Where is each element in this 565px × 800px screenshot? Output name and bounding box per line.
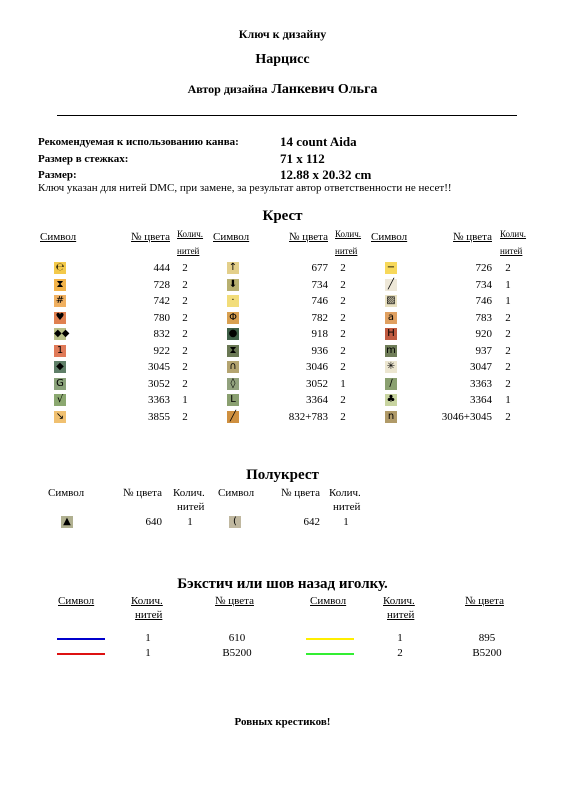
color-number: 3052 <box>306 377 328 390</box>
thread-note: Ключ указан для нитей DMC, при замене, за результат автор ответственности не несет!! <box>38 182 452 194</box>
thread-count: 2 <box>340 278 346 291</box>
color-number: 726 <box>475 262 492 274</box>
symbol-swatch: 1 <box>54 345 66 357</box>
half-header-symbol: Символ <box>48 487 85 499</box>
backstitch-header-count: Колич. <box>131 595 163 607</box>
color-number: 920 <box>475 328 492 340</box>
symbol-swatch: ╱ <box>385 279 397 291</box>
footer-text: Ровных крестиков! <box>234 716 331 728</box>
cross-header-count-2: нитей <box>335 246 358 256</box>
symbol-swatch: √ <box>54 394 66 406</box>
half-header-symbol: Символ <box>218 487 255 499</box>
key-title: Ключ к дизайну <box>238 27 327 41</box>
symbol-swatch: ▲ <box>61 516 73 528</box>
author-line <box>0 80 565 98</box>
symbol-swatch: L <box>227 394 239 406</box>
symbol-swatch: ⧗ <box>54 279 66 291</box>
thread-count: 2 <box>340 410 346 423</box>
thread-count: 1 <box>505 295 511 307</box>
cross-header-count: Колич. <box>177 229 204 239</box>
half-header-count: Колич. <box>173 487 205 499</box>
color-number: 3045 <box>148 361 170 373</box>
backstitch-title: Бэкстич или шов назад иголку. <box>177 576 388 592</box>
color-number: 746 <box>311 295 328 307</box>
thread-count: 2 <box>182 361 188 373</box>
thread-count: 2 <box>340 344 346 357</box>
thread-count: 2 <box>505 361 511 373</box>
color-number: 734 <box>475 278 492 291</box>
thread-count: 2 <box>182 377 188 390</box>
symbol-swatch: m <box>386 344 396 356</box>
symbol-swatch: G <box>54 378 66 390</box>
color-number: 783 <box>475 311 492 324</box>
backstitch-header-color: № цвета <box>465 595 504 607</box>
symbol-swatch: Φ <box>227 312 239 324</box>
half-cross-title: Полукрест <box>246 467 319 483</box>
color-number: 3052 <box>148 377 170 390</box>
symbol-swatch: · <box>227 295 239 307</box>
symbol-swatch: ● <box>228 328 238 339</box>
thread-count: 2 <box>505 328 511 340</box>
backstitch-line-sample <box>306 653 354 655</box>
cross-header-count: Колич. <box>500 229 527 239</box>
thread-count: 1 <box>340 377 346 390</box>
thread-count: 2 <box>182 295 188 307</box>
size-label: Размер: <box>38 169 77 181</box>
thread-count: 2 <box>182 262 188 274</box>
color-number: 746 <box>475 295 492 307</box>
symbol-swatch: ∩ <box>227 361 239 373</box>
color-number: 3363 <box>470 377 492 390</box>
thread-count: 2 <box>340 295 346 307</box>
color-number: 3363 <box>148 394 170 406</box>
cross-header-count-2: нитей <box>500 246 523 256</box>
color-number: 832+783 <box>288 410 328 423</box>
thread-count: 2 <box>397 647 403 659</box>
symbol-swatch: ⬇ <box>228 278 238 290</box>
color-number: 3046+3045 <box>441 410 492 423</box>
cross-header-color: № цвета <box>453 231 492 243</box>
color-number: 642 <box>303 516 320 528</box>
thread-count: 2 <box>182 344 188 357</box>
thread-count: 2 <box>505 410 511 423</box>
symbol-swatch: ◊ <box>227 378 239 390</box>
thread-count: 1 <box>505 394 511 406</box>
symbol-swatch: n <box>385 411 397 423</box>
color-number: 936 <box>311 344 328 357</box>
separator-line <box>57 105 517 116</box>
symbol-swatch: ↑ <box>228 262 238 273</box>
symbol-swatch: ▨ <box>386 295 396 306</box>
cross-header-color: № цвета <box>131 231 170 243</box>
color-number: 895 <box>478 632 496 644</box>
symbol-swatch: − <box>386 262 396 273</box>
half-header-color: № цвета <box>281 487 320 499</box>
cross-title: Крест <box>262 208 303 224</box>
stitches-label: Размер в стежках: <box>38 153 129 165</box>
backstitch-header-color: № цвета <box>215 595 254 607</box>
backstitch-header-count-2: нитей <box>135 609 163 621</box>
color-number: 922 <box>153 344 170 357</box>
cross-header-count-2: нитей <box>177 246 200 256</box>
backstitch-line-sample <box>57 653 105 655</box>
thread-count: 1 <box>505 278 511 291</box>
symbol-swatch: ⧗ <box>227 345 239 357</box>
backstitch-header-symbol: Символ <box>58 595 95 607</box>
thread-count: 2 <box>182 278 188 291</box>
backstitch-line-sample <box>57 638 105 640</box>
color-number: 640 <box>145 516 162 528</box>
symbol-swatch: ◆ <box>54 361 66 373</box>
thread-count: 2 <box>182 311 188 324</box>
symbol-swatch: ℮ <box>55 262 65 273</box>
thread-count: 1 <box>145 632 151 644</box>
thread-count: 2 <box>505 344 511 357</box>
thread-count: 2 <box>340 394 346 406</box>
symbol-swatch: ∕ <box>385 378 397 390</box>
symbol-swatch: ✳ <box>386 361 396 372</box>
color-number: 734 <box>311 278 328 291</box>
color-number: 3364 <box>470 394 492 406</box>
symbol-swatch: ( <box>229 516 241 528</box>
thread-count: 2 <box>505 311 511 324</box>
symbol-swatch: ╱ <box>227 411 239 423</box>
symbol-swatch: H <box>385 328 397 340</box>
thread-count: 1 <box>343 516 349 528</box>
color-number: 3364 <box>306 394 328 406</box>
color-number: B5200 <box>222 647 252 659</box>
color-number: 610 <box>228 632 246 644</box>
stitches-value: 71 x 112 <box>280 151 325 166</box>
backstitch-line-sample <box>306 638 354 640</box>
thread-count: 1 <box>145 647 151 659</box>
thread-count: 2 <box>340 328 346 340</box>
color-number: 677 <box>311 262 328 274</box>
color-number: 832 <box>153 328 170 340</box>
symbol-swatch: a <box>385 312 397 324</box>
color-number: 937 <box>475 344 492 357</box>
thread-count: 1 <box>397 632 403 644</box>
color-number: 782 <box>311 311 328 324</box>
color-number: 918 <box>311 328 328 340</box>
symbol-swatch: ◆◆ <box>54 328 70 339</box>
cross-header-symbol: Символ <box>213 231 250 243</box>
thread-count: 1 <box>187 516 193 528</box>
color-number: 728 <box>153 278 170 291</box>
backstitch-header-count: Колич. <box>383 595 415 607</box>
design-name: Нарцисс <box>255 52 310 67</box>
half-header-count-2: нитей <box>333 501 361 513</box>
canvas-label: Рекомендуемая к использованию канва: <box>38 136 239 148</box>
color-number: 780 <box>153 311 170 324</box>
thread-count: 2 <box>182 328 188 340</box>
backstitch-header-symbol: Символ <box>310 595 347 607</box>
symbol-swatch: ♣ <box>386 394 396 405</box>
thread-count: 2 <box>182 410 188 423</box>
thread-count: 2 <box>505 377 511 390</box>
cross-header-count: Колич. <box>335 229 362 239</box>
cross-header-color: № цвета <box>289 231 328 243</box>
thread-count: 2 <box>340 262 346 274</box>
half-header-color: № цвета <box>123 487 162 499</box>
backstitch-header-count-2: нитей <box>387 609 415 621</box>
size-value: 12.88 x 20.32 cm <box>280 167 372 182</box>
color-number: B5200 <box>472 647 502 659</box>
symbol-swatch: # <box>55 295 65 306</box>
color-number: 3855 <box>148 410 170 423</box>
author-name: Ланкевич Ольга <box>271 82 378 97</box>
symbol-swatch: ♥ <box>55 311 65 323</box>
color-number: 742 <box>153 295 170 307</box>
thread-count: 2 <box>340 361 346 373</box>
cross-header-symbol: Символ <box>371 231 408 243</box>
symbol-swatch: ↘ <box>55 410 65 422</box>
thread-count: 2 <box>340 311 346 324</box>
cross-header-symbol: Символ <box>40 231 77 243</box>
color-number: 3046 <box>306 361 328 373</box>
author-label: Автор дизайна <box>187 82 268 96</box>
color-number: 3047 <box>470 361 492 373</box>
color-number: 444 <box>153 262 170 274</box>
half-header-count-2: нитей <box>177 501 205 513</box>
thread-count: 2 <box>505 262 511 274</box>
half-header-count: Колич. <box>329 487 361 499</box>
canvas-value: 14 count Aida <box>280 134 357 149</box>
thread-count: 1 <box>182 394 188 406</box>
